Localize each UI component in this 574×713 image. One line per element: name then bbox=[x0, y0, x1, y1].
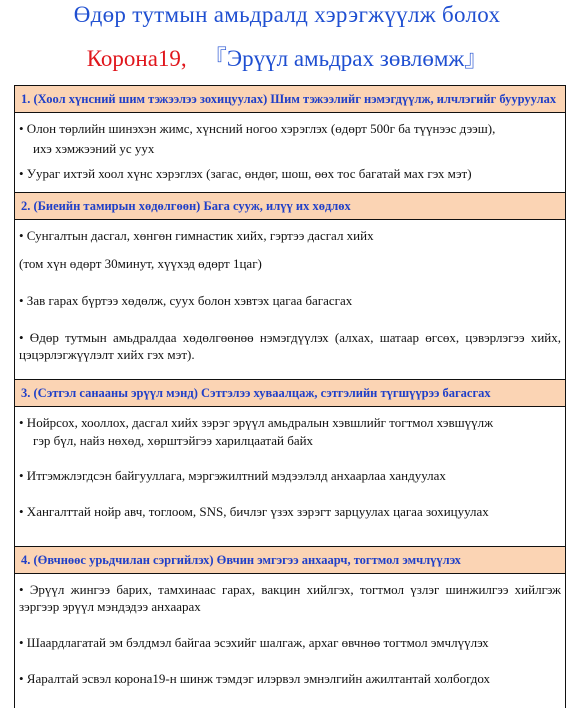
section-heading: 1. (Хоол хүнсний шим тэжээлээ зохицуулах) Шим тэжээлийг нэмэгдүүлж, илчлэгийг бууруулах bbox=[15, 86, 565, 113]
section-nutrition bbox=[15, 86, 565, 193]
list-item: (том хүн өдөрт 30минут, хүүхэд өдөрт 1цаг) bbox=[19, 256, 262, 271]
section-body bbox=[15, 407, 565, 546]
list-item: • Сунгалтын дасгал, хөнгөн гимнастик хийх, гэртээ дасгал хийх bbox=[19, 228, 374, 243]
section-body bbox=[15, 574, 565, 713]
list-item: • Олон төрлийн шинэхэн жимс, хүнсний ногоо хэрэглэх (өдөрт 500г ба түүнээс дээш), bbox=[19, 121, 496, 136]
list-item: • Яаралтай эсвэл корона19-н шинж тэмдэг илэрвэл эмнэлгийн ажилтантай холбогдох bbox=[19, 671, 491, 686]
list-item: • Зав гарах бүртээ хөдөлж, суух болон хэвтэх цагаа багасгах bbox=[19, 293, 353, 308]
list-item: • Эрүүл жингээ барих, тамхинаас гарах, вакцин хийлгэх, тогтмол үзлэг шинжилгээ хийлгэж зэргээр эрүүл мэндэдээ анхаарах bbox=[19, 582, 561, 614]
section-heading: 3. (Сэтгэл санааны эрүүл мэнд) Сэтгэлээ хуваалцаж, сэтгэлийн түгшүүрээ багасгах bbox=[15, 380, 565, 407]
section-body bbox=[15, 220, 565, 379]
section-heading: 4. (Өвчнөөс урьдчилан сэргийлэх) Өвчин эмгэгээ анхаарч, тогтмол эмчлүүлэх bbox=[15, 547, 565, 574]
list-item: • Нойрсох, хооллох, дасгал хийх зэрэг эрүүл амьдралын хэвшлийг тогтмол хэвшүүлж bbox=[19, 415, 494, 430]
section-prevention bbox=[15, 547, 565, 713]
list-item: гэр бүл, найз нөхөд, хөрштэйгээ харилцаатай байх bbox=[33, 433, 314, 448]
section-exercise bbox=[15, 193, 565, 380]
list-item: • Шаардлагатай эм бэлдмэл байгаа эсэхийг шалгаж, архаг өвчнөө тогтмол эмчлүүлэх bbox=[19, 635, 489, 650]
list-item: • Уураг ихтэй хоол хүнс хэрэглэх (загас, өндөг, шош, өөх тос багатай мах гэх мэт) bbox=[19, 166, 472, 181]
page-subtitle bbox=[0, 40, 574, 73]
list-item: • Итгэмжлэгдсэн байгууллага, мэргэжилтний мэдээлэлд анхаарлаа хандуулах bbox=[19, 468, 446, 483]
section-body bbox=[15, 113, 565, 192]
section-heading: 2. (Биеийн тамирын хөдөлгөөн) Бага сууж, илүү их хөдлөх bbox=[15, 193, 565, 220]
subtitle-advice: 『Эрүүл амьдрах зөвлөмж』 bbox=[203, 46, 488, 71]
page-title: Өдөр тутмын амьдралд хэрэгжүүлж болох bbox=[73, 2, 501, 27]
list-item: ихэ хэмжээний ус уух bbox=[33, 141, 155, 156]
subtitle-corona: Корона19, bbox=[86, 46, 187, 71]
list-item: • Хангалттай нойр авч, тоглоом, SNS, бичлэг үзэх зэрэгт зарцуулах цагаа зохицуулах bbox=[19, 504, 489, 519]
list-item: • Өдөр тутмын амьдралдаа хөдөлгөөнөө нэмэгдүүлэх (алхах, шатаар өгсөх, цэвэрлэгээ хийх, цэцэрлэгжүүлэлт хийх гэх мэт). bbox=[19, 330, 561, 362]
advice-table bbox=[14, 85, 566, 708]
section-mental-health bbox=[15, 380, 565, 547]
